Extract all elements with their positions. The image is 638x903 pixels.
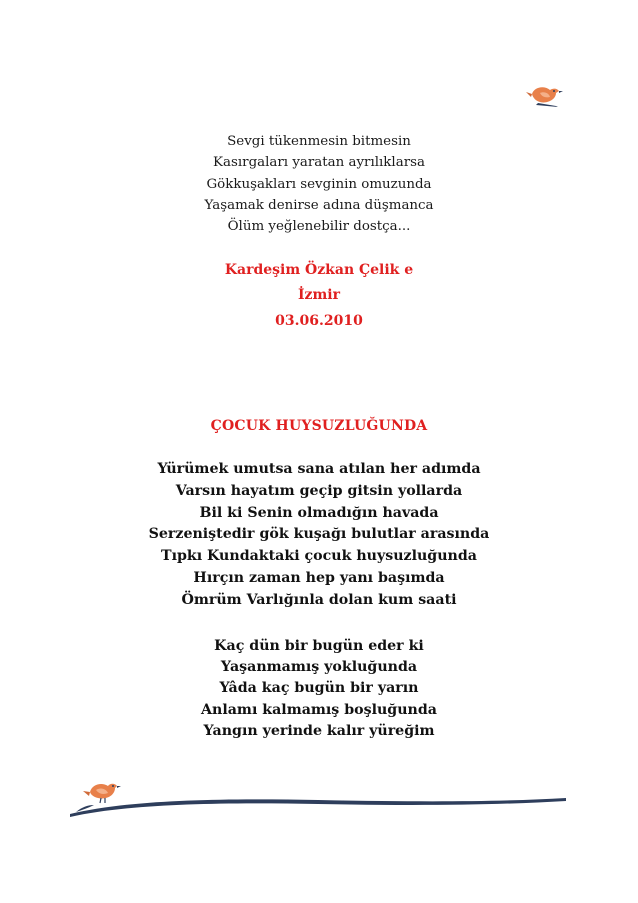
- poem-stanza-1: [0, 459, 638, 612]
- poem-line: Bil ki Senin olmadığın havada: [199, 504, 439, 521]
- poem-line: Kaç dün bir bugün eder ki: [214, 638, 424, 654]
- poem-line: Yâda kaç bugün bir yarın: [219, 680, 419, 697]
- poem-line: Yangın yerinde kalır yüreğim: [203, 722, 435, 739]
- poem-line: Hırçın zaman hep yanı başımda: [193, 569, 445, 586]
- intro-line: Gökkuşakları sevginin omuzunda: [206, 176, 432, 192]
- poem-line: Serzeniştedir gök kuşağı bulutlar arasında: [148, 526, 490, 543]
- signature-date: 03.06.2010: [275, 313, 363, 329]
- poem-line: Anlamı kalmamış boşluğunda: [201, 701, 437, 718]
- poem-stanza-2: [0, 636, 638, 742]
- branch-bird-decoration: [68, 774, 568, 824]
- bird-icon: [83, 784, 121, 803]
- signature-name: Kardeşim Özkan Çelik e: [224, 262, 414, 278]
- intro-line: Sevgi tükenmesin bitmesin: [227, 134, 411, 149]
- intro-line: Ölüm yeğlenebilir dostça...: [227, 219, 411, 235]
- poem-title: ÇOCUK HUYSUZLUĞUNDA: [210, 418, 428, 434]
- poem-line: Ömrüm Varlığınla dolan kum saati: [181, 591, 457, 608]
- poem-line: Tıpkı Kundaktaki çocuk huysuzluğunda: [161, 548, 477, 565]
- intro-line: Kasırgaları yaratan ayrılıklarsa: [213, 155, 425, 171]
- signature-city: İzmir: [297, 287, 340, 303]
- bird-icon: [526, 82, 564, 108]
- intro-line: Yaşamak denirse adına düşmanca: [204, 197, 434, 213]
- branch-icon: [70, 798, 566, 817]
- signature-block: [0, 258, 638, 334]
- intro-stanza: [0, 131, 638, 237]
- poem-line: Varsın hayatım geçip gitsin yollarda: [175, 482, 463, 499]
- poem-line: Yaşanmamış yokluğunda: [220, 659, 418, 676]
- poem-line: Yürümek umutsa sana atılan her adımda: [157, 461, 481, 477]
